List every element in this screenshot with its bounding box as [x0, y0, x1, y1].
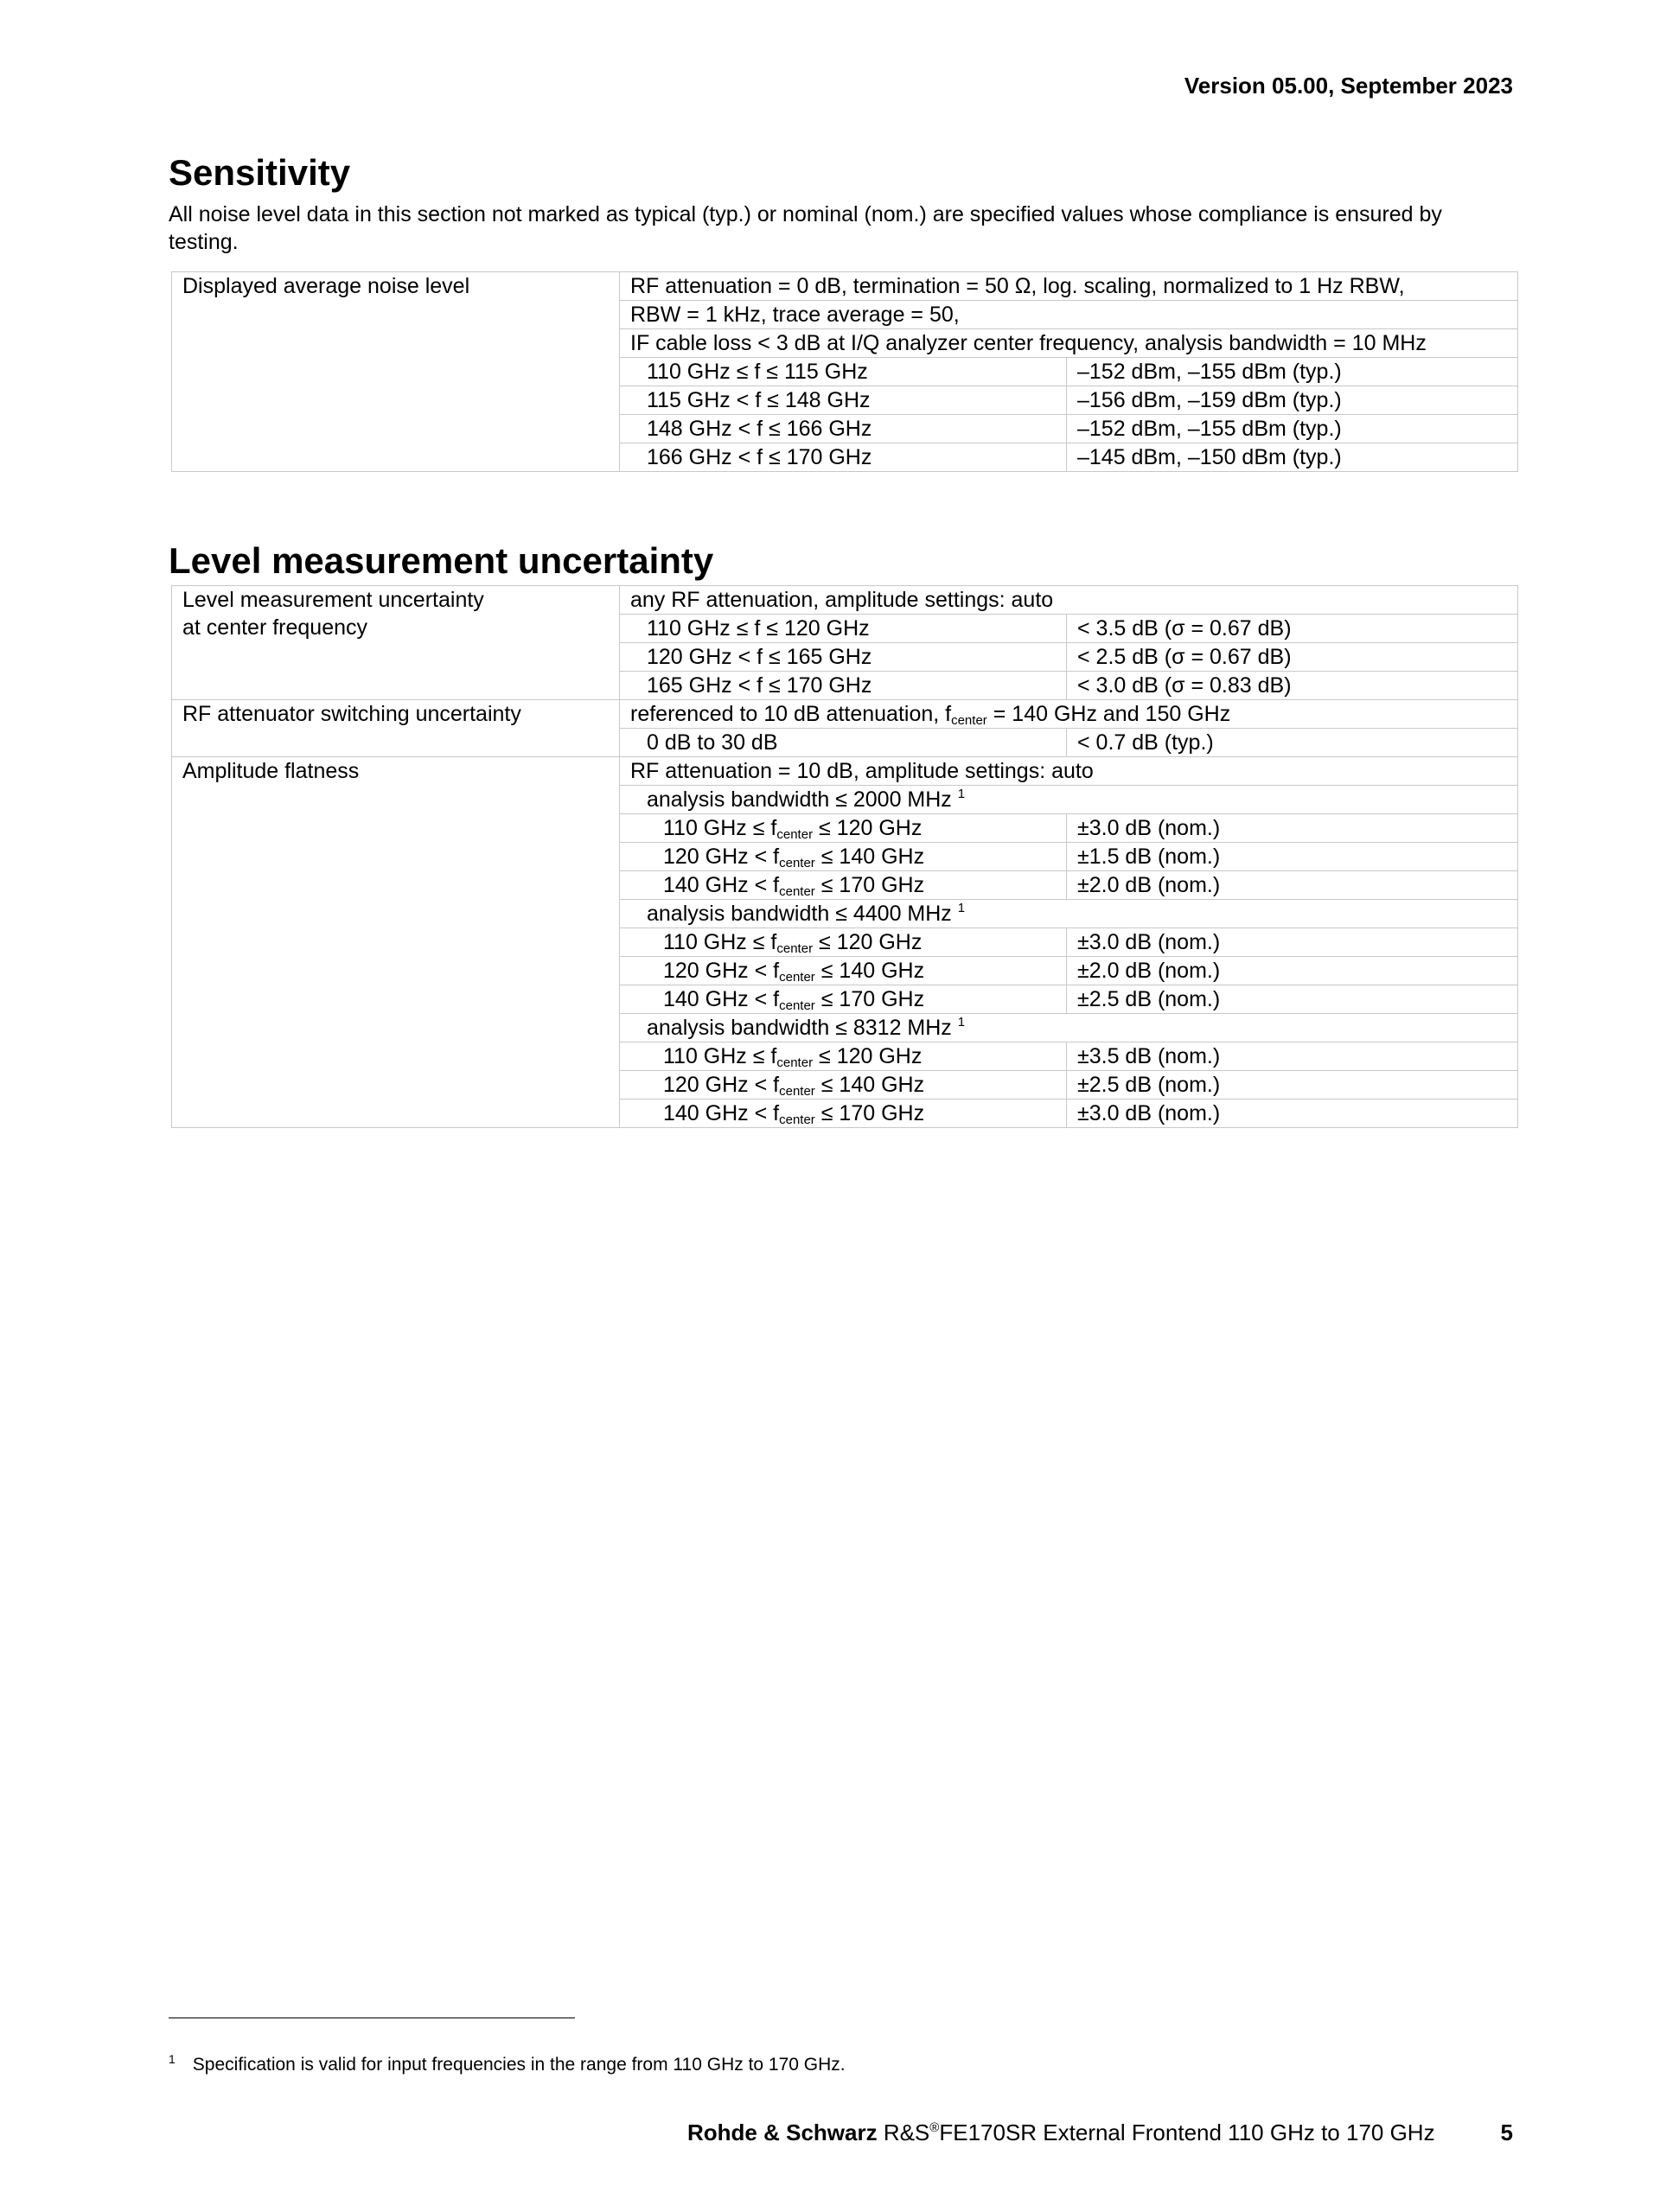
sensitivity-intro: All noise level data in this section not marked as typical (typ.) or nominal (nom.) are specified values whose compliance is ensured by testing. — [169, 202, 1442, 254]
spec-value: < 3.0 dB (σ = 0.83 dB) — [1067, 672, 1518, 700]
spec-value: ±3.0 dB (nom.) — [1067, 1100, 1518, 1128]
condition-line: any RF attenuation, amplitude settings: auto — [620, 586, 1518, 615]
freq-range: 110 GHz ≤ f ≤ 120 GHz — [620, 615, 1067, 643]
footnote-mark: 1 — [957, 1015, 966, 1030]
freq-range: 166 GHz < f ≤ 170 GHz — [620, 443, 1067, 472]
spec-value: ±3.0 dB (nom.) — [1067, 814, 1518, 843]
range-pre: 120 GHz < f — [663, 959, 780, 983]
table-row — [172, 757, 1518, 786]
subscript: center — [779, 970, 815, 985]
freq-range: 115 GHz < f ≤ 148 GHz — [620, 386, 1067, 415]
footer-company: Rohde & Schwarz — [687, 2120, 878, 2145]
page-number: 5 — [1500, 2120, 1513, 2145]
spec-value: –145 dBm, –150 dBm (typ.) — [1067, 443, 1518, 472]
footnote-number: 1 — [169, 2052, 176, 2066]
freq-range — [620, 843, 1067, 871]
group-header-text: analysis bandwidth ≤ 4400 MHz — [647, 902, 952, 926]
subscript: center — [779, 998, 815, 1013]
spec-value: –156 dBm, –159 dBm (typ.) — [1067, 386, 1518, 415]
range-pre: 110 GHz ≤ f — [663, 930, 777, 954]
spec-label: Amplitude flatness — [172, 757, 620, 1128]
spec-value: ±2.5 dB (nom.) — [1067, 1071, 1518, 1100]
footnote-text: Specification is valid for input frequencies in the range from 110 GHz to 170 GHz. — [192, 2055, 846, 2075]
subscript: center — [776, 1055, 814, 1070]
spec-value: ±2.5 dB (nom.) — [1067, 985, 1518, 1014]
freq-range — [620, 1100, 1067, 1128]
freq-range: 148 GHz < f ≤ 166 GHz — [620, 415, 1067, 443]
level-table — [171, 585, 1518, 1128]
footer-product: FE170SR External Frontend 110 GHz to 170 GHz — [939, 2120, 1435, 2145]
range-pre: 110 GHz ≤ f — [663, 1044, 777, 1068]
condition-line: RBW = 1 kHz, trace average = 50, — [620, 301, 1518, 329]
spec-value: ±1.5 dB (nom.) — [1067, 843, 1518, 871]
spec-value: ±2.0 dB (nom.) — [1067, 957, 1518, 985]
range-post: ≤ 170 GHz — [814, 1101, 925, 1125]
range-pre: 120 GHz < f — [663, 845, 780, 869]
subscript: center — [779, 856, 815, 870]
footer-product-pre: R&S — [877, 2120, 930, 2145]
range-pre: 140 GHz < f — [663, 1101, 780, 1125]
spec-value: ±3.5 dB (nom.) — [1067, 1042, 1518, 1071]
range-post: ≤ 140 GHz — [814, 959, 925, 983]
footnote-mark: 1 — [957, 787, 966, 801]
freq-range — [620, 871, 1067, 900]
spec-label — [172, 586, 620, 700]
table-row — [172, 700, 1518, 729]
footnote-mark: 1 — [957, 901, 966, 915]
condition-line: RF attenuation = 0 dB, termination = 50 Ω, log. scaling, normalized to 1 Hz RBW, — [620, 272, 1518, 301]
level-title: Level measurement uncertainty — [169, 540, 714, 581]
spec-label: Displayed average noise level — [172, 272, 620, 472]
range-post: ≤ 120 GHz — [813, 816, 923, 840]
spec-label-line: at center frequency — [182, 615, 368, 640]
spec-value: –152 dBm, –155 dBm (typ.) — [1067, 358, 1518, 386]
spec-value: –152 dBm, –155 dBm (typ.) — [1067, 415, 1518, 443]
range-pre: 110 GHz ≤ f — [663, 816, 777, 840]
range-post: ≤ 170 GHz — [814, 873, 925, 897]
footnote — [169, 2052, 846, 2075]
spec-value: ±2.0 dB (nom.) — [1067, 871, 1518, 900]
sensitivity-section — [169, 152, 1517, 472]
spec-value: < 2.5 dB (σ = 0.67 dB) — [1067, 643, 1518, 672]
sensitivity-table — [171, 271, 1518, 472]
sensitivity-title: Sensitivity — [169, 152, 351, 193]
group-header — [620, 786, 1518, 814]
spec-value: ±3.0 dB (nom.) — [1067, 928, 1518, 957]
freq-range: 120 GHz < f ≤ 165 GHz — [620, 643, 1067, 672]
spec-value: < 0.7 dB (typ.) — [1067, 729, 1518, 757]
condition-line: IF cable loss < 3 dB at I/Q analyzer center frequency, analysis bandwidth = 10 MHz — [620, 329, 1518, 358]
subscript: center — [951, 713, 987, 728]
freq-range — [620, 985, 1067, 1014]
page-footer — [687, 2120, 1435, 2146]
cond-text: referenced to 10 dB attenuation, f — [630, 702, 952, 726]
spec-label-line: Level measurement uncertainty — [182, 588, 484, 612]
registered-mark: ® — [929, 2120, 940, 2135]
range-post: ≤ 140 GHz — [814, 845, 925, 869]
group-header — [620, 1014, 1518, 1042]
range-post: ≤ 140 GHz — [814, 1073, 925, 1097]
range-post: ≤ 120 GHz — [813, 930, 923, 954]
freq-range: 165 GHz < f ≤ 170 GHz — [620, 672, 1067, 700]
condition-line — [620, 700, 1518, 729]
freq-range — [620, 1042, 1067, 1071]
spec-label: RF attenuator switching uncertainty — [172, 700, 620, 757]
subscript: center — [779, 1084, 815, 1099]
subscript: center — [776, 827, 814, 842]
subscript: center — [779, 884, 815, 899]
freq-range — [620, 1071, 1067, 1100]
condition-line: RF attenuation = 10 dB, amplitude settings: auto — [620, 757, 1518, 786]
range-pre: 120 GHz < f — [663, 1073, 780, 1097]
freq-range — [620, 928, 1067, 957]
subscript: center — [776, 941, 814, 956]
table-row — [172, 272, 1518, 301]
level-section — [169, 540, 1517, 1128]
cond-text: = 140 GHz and 150 GHz — [986, 702, 1231, 726]
freq-range: 110 GHz ≤ f ≤ 115 GHz — [620, 358, 1067, 386]
freq-range — [620, 957, 1067, 985]
range-pre: 140 GHz < f — [663, 873, 780, 897]
freq-range: 0 dB to 30 dB — [620, 729, 1067, 757]
range-post: ≤ 170 GHz — [814, 987, 925, 1011]
range-post: ≤ 120 GHz — [813, 1044, 923, 1068]
group-header-text: analysis bandwidth ≤ 8312 MHz — [647, 1016, 952, 1040]
table-row — [172, 586, 1518, 615]
range-pre: 140 GHz < f — [663, 987, 780, 1011]
version-header: Version 05.00, September 2023 — [1184, 73, 1513, 99]
group-header-text: analysis bandwidth ≤ 2000 MHz — [647, 787, 952, 812]
subscript: center — [779, 1112, 815, 1127]
freq-range — [620, 814, 1067, 843]
group-header — [620, 900, 1518, 928]
spec-value: < 3.5 dB (σ = 0.67 dB) — [1067, 615, 1518, 643]
